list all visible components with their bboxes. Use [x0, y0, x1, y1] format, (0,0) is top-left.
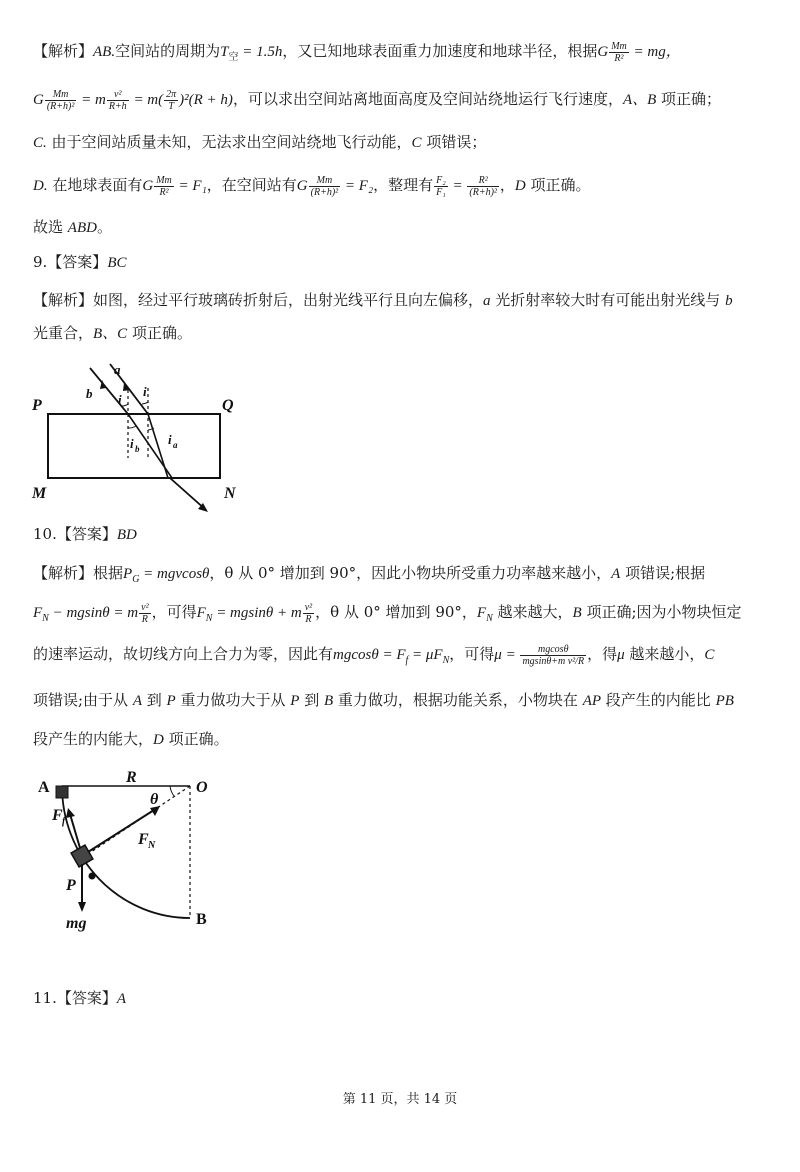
- label-O: O: [196, 779, 208, 796]
- label-P: P: [66, 877, 76, 894]
- block-A: [56, 786, 68, 798]
- q8-line-3: C. 由于空间站质量未知，无法求出空间站绕地飞行动能，C 项错误；: [33, 133, 487, 151]
- label-R: R: [126, 769, 137, 786]
- label-theta: θ: [150, 791, 159, 808]
- label-A: A: [38, 779, 50, 796]
- q10-line-2: $F_N - mgsin\theta = m$ $\frac{\text{v²}}{R}$ ，可得$F_N = mgsin\theta + m$ $\frac{\text{v²}}{R}$ ，θ 从 0° 增加到 90°，$F_N$ 越来越大，B 项正确;因为小物块恒定: [33, 601, 742, 625]
- label-FN: F: [138, 831, 149, 848]
- label-Q: Q: [222, 397, 234, 414]
- q8-line-4: D. 在地球表面有G $\frac{Mm}{\text{R²}}$ = F₁，在空间站有G $\frac{Mm}{\text{(R+h)²}}$ = F₂，整理有 $\frac{\text{F₂}}{\text{F₁}}$ = $\frac{\text{R²}}{\text{(R+h)²}}$ ，D 项正确。: [33, 174, 591, 198]
- label-M: M: [32, 485, 47, 502]
- svg-text:N: N: [148, 840, 156, 851]
- label-N: N: [224, 485, 236, 502]
- svg-text:f: f: [62, 816, 66, 827]
- label-B: B: [196, 911, 207, 928]
- svg-text:b: b: [135, 444, 140, 454]
- q8-line-1: 【解析】AB.空间站的周期为$T_空 = 1.5h$，又已知地球表面重力加速度和地球半径，根据G $\frac{Mm}{\text{R²}}$ = mg，: [33, 40, 681, 64]
- analysis-label: 【解析】: [33, 42, 94, 60]
- q8-line-5: 故选 ABD。: [33, 218, 112, 236]
- refracted-ray-a: [148, 414, 168, 478]
- q10-line-1: 【解析】根据$P_G = mgvcos\theta$，θ 从 0° 增加到 90°，因此小物块所受重力功率越来越小，A 项错误;根据: [33, 564, 706, 585]
- svg-text:i: i: [130, 436, 134, 451]
- page-footer: 第 11 页，共 14 页: [342, 1092, 458, 1107]
- quarter-circle-figure: [30, 768, 230, 938]
- label-b: b: [86, 386, 93, 401]
- q11-answer: 11.【答案】A: [33, 989, 127, 1007]
- q8-line-2: G $\frac{Mm}{\text{(R+h)²}}$ = m $\frac{\text{v²}}{R+h}$ = m( $\frac{2\pi}{T}$ )²(R + h)，可以求出空间站离地面高度及空间站绕地运行飞行速度，A、B 项正确；: [33, 88, 722, 112]
- q10-line-4: 项错误;由于从 A 到 P 重力做功大于从 P 到 B 重力做功，根据功能关系，小物块在 AP 段产生的内能比 PB: [33, 691, 734, 709]
- q10-line-3: 的速率运动，故切线方向上合力为零，因此有$mgcos\theta = F_f = \mu F_N$，可得μ = $\frac{mgcos\theta}{\text{mgsinθ+m v²/R}}$ ，得μ 越来越小，C: [33, 643, 715, 667]
- label-a: a: [114, 362, 121, 377]
- q9-line-2: 光重合，B、C 项正确。: [33, 324, 192, 342]
- label-mg: mg: [66, 915, 87, 932]
- formula-fraction: $\frac{Mm}{\text{R²}}$: [611, 40, 627, 64]
- label-P: P: [32, 397, 42, 414]
- svg-text:i: i: [143, 384, 147, 399]
- svg-text:i: i: [118, 392, 122, 407]
- q9-line-1: 【解析】如图，经过平行玻璃砖折射后，出射光线平行且向左偏移，a 光折射率较大时有可能出射光线与 b: [33, 291, 733, 309]
- block-P: [71, 845, 93, 867]
- q10-line-5: 段产生的内能大，D 项正确。: [33, 730, 229, 748]
- svg-text:a: a: [173, 440, 178, 450]
- q9-answer: 9.【答案】BC: [33, 253, 127, 271]
- label-Ff: F: [52, 807, 63, 824]
- q10-answer: 10.【答案】BD: [33, 525, 137, 543]
- svg-text:i: i: [168, 432, 172, 447]
- exit-ray: [170, 478, 206, 510]
- glass-slab-figure: [30, 358, 260, 518]
- incident-ray-b: [90, 368, 128, 414]
